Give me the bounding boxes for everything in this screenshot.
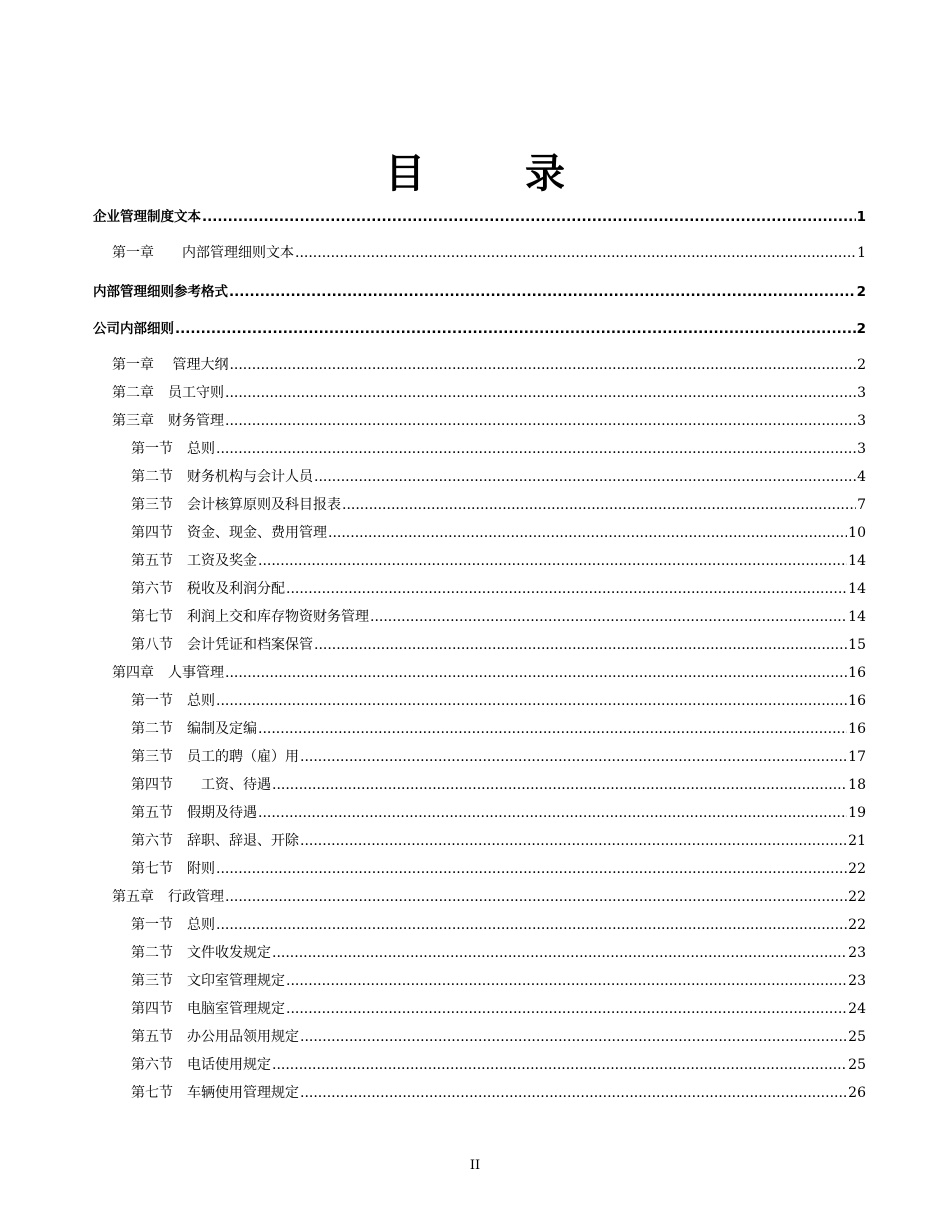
toc-entry[interactable] — [93, 317, 866, 337]
toc-entry-spacer — [173, 690, 187, 710]
toc-entry-number: 第七节 — [131, 609, 173, 625]
toc-entry-title: 工资及奖金 — [187, 553, 257, 569]
toc-dot-leader — [229, 284, 856, 300]
toc-entry[interactable] — [93, 886, 866, 906]
toc-entry[interactable] — [93, 662, 866, 682]
toc-dot-leader — [300, 749, 847, 765]
toc-dot-leader — [300, 833, 847, 849]
toc-entry-page: 22 — [848, 889, 866, 905]
toc-entry[interactable] — [93, 438, 866, 458]
toc-entry-page: 23 — [848, 945, 866, 961]
toc-entry-spacer — [173, 802, 187, 822]
toc-entry-spacer — [173, 1054, 187, 1074]
toc-entry-title: 人事管理 — [168, 665, 224, 681]
toc-entry-number: 第七节 — [131, 861, 173, 877]
toc-dot-leader — [342, 497, 856, 513]
toc-entry-title: 编制及定编 — [187, 721, 257, 737]
toc-entry-number: 第三节 — [131, 497, 173, 513]
toc-entry-page: 3 — [857, 441, 866, 457]
toc-dot-leader — [295, 245, 856, 261]
toc-entry[interactable] — [93, 998, 866, 1018]
toc-entry-title: 行政管理 — [168, 889, 224, 905]
toc-entry-title: 电话使用规定 — [187, 1057, 271, 1073]
toc-entry-number: 第一章 — [112, 245, 154, 261]
toc-entry-number: 第一节 — [131, 693, 173, 709]
toc-entry-page: 16 — [848, 721, 866, 737]
toc-entry[interactable] — [93, 578, 866, 598]
toc-entry-spacer — [173, 830, 187, 850]
toc-dot-leader — [286, 1001, 847, 1017]
toc-entry-number: 第四节 — [131, 777, 173, 793]
toc-entry[interactable] — [93, 1082, 866, 1102]
toc-entry-spacer — [154, 886, 168, 906]
toc-entry-number: 第一节 — [131, 917, 173, 933]
toc-entry-number: 第三节 — [131, 973, 173, 989]
toc-entry-spacer — [173, 746, 187, 766]
toc-entry[interactable] — [93, 410, 866, 430]
toc-dot-leader — [225, 413, 856, 429]
toc-entry[interactable] — [93, 242, 866, 262]
toc-dot-leader — [216, 861, 847, 877]
toc-entry-title: 假期及待遇 — [187, 805, 257, 821]
toc-entry-spacer — [173, 1026, 187, 1046]
toc-entry-page: 3 — [857, 413, 866, 429]
toc-entry-title: 文印室管理规定 — [187, 973, 285, 989]
toc-entry[interactable] — [93, 970, 866, 990]
toc-dot-leader — [216, 441, 856, 457]
toc-entry-page: 19 — [848, 805, 866, 821]
toc-entry-number: 第四节 — [131, 1001, 173, 1017]
toc-entry[interactable] — [93, 802, 866, 822]
toc-entry-page: 2 — [857, 357, 866, 373]
toc-entry-spacer — [154, 662, 168, 682]
toc-entry[interactable] — [93, 942, 866, 962]
toc-dot-leader — [300, 1085, 847, 1101]
toc-entry-title: 总则 — [187, 917, 215, 933]
toc-entry-spacer — [173, 998, 187, 1018]
toc-entry-page: 25 — [848, 1057, 866, 1073]
toc-entry-spacer — [154, 354, 172, 374]
toc-entry-page: 14 — [848, 553, 866, 569]
toc-dot-leader — [225, 665, 847, 681]
toc-dot-leader — [225, 385, 856, 401]
toc-dot-leader — [175, 321, 856, 337]
toc-entry-spacer — [173, 718, 187, 738]
toc-entry-page: 21 — [848, 833, 866, 849]
toc-entry-page: 10 — [848, 525, 866, 541]
toc-entry-number: 第二节 — [131, 469, 173, 485]
toc-entry[interactable] — [93, 382, 866, 402]
page-number: II — [469, 1158, 481, 1173]
toc-entry-title: 总则 — [187, 441, 215, 457]
toc-entry-spacer — [154, 382, 168, 402]
toc-entry-title: 税收及利润分配 — [187, 581, 285, 597]
toc-entry[interactable] — [93, 634, 866, 654]
toc-entry-page: 14 — [848, 609, 866, 625]
toc-dot-leader — [272, 1057, 847, 1073]
toc-entry-page: 2 — [856, 321, 866, 337]
toc-entry[interactable] — [93, 606, 866, 626]
toc-dot-leader — [258, 805, 847, 821]
toc-entry-number: 第五章 — [112, 889, 154, 905]
toc-entry[interactable] — [93, 858, 866, 878]
toc-entry-title: 公司内部细则 — [93, 321, 174, 337]
toc-entry-title: 文件收发规定 — [187, 945, 271, 961]
toc-dot-leader — [370, 609, 847, 625]
toc-entry-page: 1 — [856, 209, 866, 225]
toc-entry-spacer — [173, 550, 187, 570]
toc-entry-spacer — [173, 942, 187, 962]
toc-dot-leader — [202, 209, 856, 225]
toc-entry-number: 第二节 — [131, 721, 173, 737]
toc-entry-page: 25 — [848, 1029, 866, 1045]
toc-entry-page: 16 — [848, 665, 866, 681]
toc-entry-title: 会计核算原则及科目报表 — [187, 497, 341, 513]
toc-entry[interactable] — [93, 914, 866, 934]
toc-dot-leader — [272, 777, 847, 793]
toc-entry-spacer — [173, 438, 187, 458]
toc-entry-title: 车辆使用管理规定 — [187, 1085, 299, 1101]
toc-entry-page: 24 — [848, 1001, 866, 1017]
toc-entry-page: 2 — [856, 284, 866, 300]
toc-entry-number: 第七节 — [131, 1085, 173, 1101]
toc-entry[interactable] — [93, 550, 866, 570]
toc-dot-leader — [225, 889, 847, 905]
toc-entry-spacer — [173, 914, 187, 934]
toc-entry-title: 员工守则 — [168, 385, 224, 401]
toc-dot-leader — [216, 693, 847, 709]
toc-entry-page: 15 — [848, 637, 866, 653]
toc-entry-page: 17 — [848, 749, 866, 765]
page-title: 目 录 — [385, 150, 595, 197]
toc-entry-page: 26 — [848, 1085, 866, 1101]
toc-dot-leader — [258, 553, 847, 569]
toc-dot-leader — [286, 581, 847, 597]
toc-dot-leader — [272, 945, 847, 961]
toc-entry[interactable] — [93, 1026, 866, 1046]
toc-entry[interactable] — [93, 690, 866, 710]
toc-entry[interactable] — [93, 466, 866, 486]
toc-entry-number: 第五节 — [131, 805, 173, 821]
toc-entry-spacer — [154, 242, 182, 262]
toc-entry-spacer — [173, 970, 187, 990]
toc-entry-number: 第三节 — [131, 749, 173, 765]
toc-entry-page: 4 — [857, 469, 866, 485]
toc-entry[interactable] — [93, 494, 866, 514]
toc-entry[interactable] — [93, 830, 866, 850]
toc-entry[interactable] — [93, 718, 866, 738]
toc-entry-title: 内部管理细则文本 — [182, 245, 294, 261]
toc-entry-number: 第八节 — [131, 637, 173, 653]
toc-entry-page: 22 — [848, 917, 866, 933]
toc-entry-title: 电脑室管理规定 — [187, 1001, 285, 1017]
toc-dot-leader — [258, 721, 847, 737]
toc-entry-number: 第一节 — [131, 441, 173, 457]
toc-entry-title: 财务管理 — [168, 413, 224, 429]
toc-dot-leader — [300, 1029, 847, 1045]
toc-entry-page: 14 — [848, 581, 866, 597]
toc-entry-number: 第三章 — [112, 413, 154, 429]
toc-entry[interactable] — [93, 354, 866, 374]
toc-entry[interactable] — [93, 205, 866, 225]
toc-dot-leader — [328, 525, 847, 541]
toc-entry[interactable] — [93, 1054, 866, 1074]
toc-entry-number: 第四节 — [131, 525, 173, 541]
toc-entry-title: 利润上交和库存物资财务管理 — [187, 609, 369, 625]
toc-entry-number: 第五节 — [131, 1029, 173, 1045]
toc-entry-title: 内部管理细则参考格式 — [93, 284, 228, 300]
toc-entry-page: 3 — [857, 385, 866, 401]
toc-entry-spacer — [173, 606, 187, 626]
toc-entry[interactable] — [93, 774, 866, 794]
toc-entry-title: 附则 — [187, 861, 215, 877]
toc-entry-spacer — [173, 494, 187, 514]
toc-entry-number: 第六节 — [131, 1057, 173, 1073]
toc-entry-title: 资金、现金、费用管理 — [187, 525, 327, 541]
toc-entry-spacer — [173, 578, 187, 598]
toc-dot-leader — [216, 917, 847, 933]
toc-entry-spacer — [173, 1082, 187, 1102]
toc-entry-number: 第六节 — [131, 581, 173, 597]
toc-entry-number: 第六节 — [131, 833, 173, 849]
toc-entry[interactable] — [93, 522, 866, 542]
toc-entry-title: 管理大纲 — [172, 357, 229, 373]
toc-entry-spacer — [173, 634, 187, 654]
toc-entry-title: 总则 — [187, 693, 215, 709]
toc-entry-title: 工资、待遇 — [201, 777, 271, 793]
toc-entry-title: 员工的聘（雇）用 — [187, 749, 299, 765]
toc-entry-page: 22 — [848, 861, 866, 877]
toc-entry-page: 1 — [857, 245, 866, 261]
toc-entry-number: 第四章 — [112, 665, 154, 681]
toc-entry-title: 财务机构与会计人员 — [187, 469, 313, 485]
toc-entry-title: 企业管理制度文本 — [93, 209, 201, 225]
toc-entry-page: 23 — [848, 973, 866, 989]
toc-entry[interactable] — [93, 280, 866, 300]
toc-entry-title: 办公用品领用规定 — [187, 1029, 299, 1045]
toc-dot-leader — [229, 357, 856, 373]
toc-entry-spacer — [173, 858, 187, 878]
toc-entry-title: 会计凭证和档案保管 — [187, 637, 313, 653]
toc-dot-leader — [286, 973, 847, 989]
toc-entry-spacer — [154, 410, 168, 430]
toc-entry-spacer — [173, 774, 201, 794]
toc-entry-page: 7 — [857, 497, 866, 513]
toc-entry-spacer — [173, 522, 187, 542]
toc-entry-number: 第二节 — [131, 945, 173, 961]
toc-dot-leader — [314, 469, 856, 485]
toc-entry-number: 第一章 — [112, 357, 154, 373]
toc-entry-page: 16 — [848, 693, 866, 709]
toc-entry-spacer — [173, 466, 187, 486]
toc-entry-page: 18 — [848, 777, 866, 793]
toc-entry-title: 辞职、辞退、开除 — [187, 833, 299, 849]
toc-entry[interactable] — [93, 746, 866, 766]
toc-dot-leader — [314, 637, 847, 653]
toc-entry-number: 第二章 — [112, 385, 154, 401]
toc-entry-number: 第五节 — [131, 553, 173, 569]
